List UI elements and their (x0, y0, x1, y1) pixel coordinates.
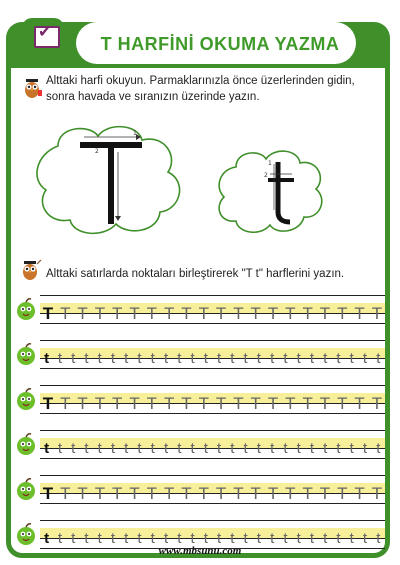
owl-teacher-icon (20, 76, 44, 100)
dotted-letter: t (362, 440, 368, 457)
dotted-letter: T (163, 484, 175, 503)
dotted-letter: t (336, 530, 341, 547)
dotted-letter: t (57, 530, 62, 547)
dotted-letter: t (84, 530, 89, 547)
apple-headphones-icon (14, 477, 38, 501)
dotted-letter: T (60, 394, 71, 413)
dotted-letter: T (354, 394, 365, 413)
dotted-letter: t (270, 530, 275, 547)
dotted-letter: t (110, 530, 116, 547)
dotted-letter: t (71, 350, 76, 367)
dotted-letter: T (371, 304, 383, 323)
dotted-letter: T (337, 304, 348, 323)
model-letter: T (42, 484, 54, 503)
dotted-letter: T (198, 394, 209, 413)
dotted-letter: t (150, 530, 155, 547)
dotted-letter: T (94, 484, 106, 503)
dotted-letter: t (270, 350, 275, 367)
dotted-letter: t (283, 440, 288, 457)
dotted-letter: t (217, 530, 222, 547)
dotted-letter: t (270, 440, 275, 457)
dotted-letter: T (250, 304, 261, 323)
dotted-letter: t (349, 350, 354, 367)
dotted-letter: T (94, 304, 106, 323)
dotted-letter: t (124, 350, 129, 367)
apple-3d-glasses-icon (14, 387, 38, 411)
dotted-letter: t (97, 350, 102, 367)
step-number: 2 (95, 148, 99, 155)
dotted-letter: T (250, 484, 261, 503)
dotted-letter: t (376, 530, 381, 547)
dotted-letter: T (302, 304, 313, 323)
dotted-letter: T (146, 304, 158, 323)
dotted-letter: T (233, 304, 244, 323)
dotted-letter: t (163, 440, 169, 457)
dotted-letter: T (94, 394, 106, 413)
writing-row (40, 475, 385, 505)
model-letter: t (44, 530, 50, 547)
dotted-letter: T (181, 304, 192, 323)
dotted-letter: t (84, 350, 89, 367)
checkbox-check-icon: ✔ (34, 26, 60, 48)
dotted-letter: t (110, 440, 116, 457)
dotted-letter: t (124, 440, 129, 457)
dotted-letter: t (177, 530, 182, 547)
dotted-letter: T (337, 394, 348, 413)
dotted-letter: T (267, 394, 279, 413)
model-letter: T (42, 304, 54, 323)
dotted-letter: t (336, 440, 341, 457)
dotted-letter: T (77, 304, 88, 323)
dotted-letter: t (203, 530, 208, 547)
dotted-letter: T (198, 304, 209, 323)
model-letter: t (44, 350, 50, 367)
dotted-letter: T (371, 484, 383, 503)
glyph-sequence (40, 295, 385, 325)
dotted-letter: T (215, 304, 227, 323)
dotted-letter: T (60, 304, 71, 323)
dotted-letter: T (146, 484, 158, 503)
dotted-letter: t (362, 350, 368, 367)
dotted-letter: T (112, 304, 123, 323)
dotted-letter: t (256, 530, 261, 547)
dotted-letter: T (60, 484, 71, 503)
dotted-letter: T (285, 484, 296, 503)
glyph-sequence (40, 385, 385, 415)
dotted-letter: t (309, 530, 315, 547)
dotted-letter: t (283, 530, 288, 547)
page-title: T HARFİNİ OKUMA YAZMA (100, 34, 340, 54)
step-number: 2 (264, 172, 268, 179)
dotted-letter: T (112, 394, 123, 413)
dotted-letter: t (309, 440, 315, 457)
owl-teacher-icon (18, 258, 42, 282)
dotted-letter: t (309, 350, 315, 367)
step-number: 1 (133, 130, 137, 137)
dotted-letter: T (319, 304, 331, 323)
dotted-letter: t (137, 530, 142, 547)
dotted-letter: t (137, 440, 142, 457)
dotted-letter: t (243, 440, 248, 457)
dotted-letter: t (190, 530, 195, 547)
dotted-letter: T (129, 484, 140, 503)
dotted-letter: t (256, 350, 261, 367)
dotted-letter: t (230, 440, 235, 457)
footer-website: www.mbsunu.com (158, 545, 242, 557)
dotted-letter: T (250, 394, 261, 413)
dotted-letter: t (57, 350, 62, 367)
dotted-letter: t (256, 440, 261, 457)
step-number: 1 (268, 160, 272, 167)
dotted-letter: t (230, 530, 235, 547)
dotted-letter: T (354, 484, 365, 503)
dotted-letter: t (376, 440, 381, 457)
dotted-letter: t (124, 530, 129, 547)
writing-row (40, 430, 385, 460)
letter-T-tracing (78, 130, 148, 230)
dotted-letter: t (296, 350, 301, 367)
dotted-letter: t (203, 440, 208, 457)
dotted-letter: T (215, 484, 227, 503)
dotted-letter: t (283, 350, 288, 367)
dotted-letter: t (323, 530, 328, 547)
dotted-letter: t (336, 350, 341, 367)
dotted-letter: T (77, 484, 88, 503)
dotted-letter: t (110, 350, 116, 367)
apple-sunglasses-icon (14, 342, 38, 366)
instruction-second: Alttaki satırlarda noktaları birleştirerek "T t" harflerini yazın. (46, 268, 345, 280)
dotted-letter: T (181, 394, 192, 413)
dotted-letter: t (243, 530, 248, 547)
dotted-letter: t (137, 350, 142, 367)
dotted-letter: t (150, 440, 155, 457)
dotted-letter: T (302, 394, 313, 413)
dotted-letter: T (198, 484, 209, 503)
dotted-letter: T (319, 394, 331, 413)
instruction-first: Alttaki harfi okuyun. Parmaklarınızla önce üzerlerinden gidin, sonra havada ve sıranızın üzerinde yazın. (46, 75, 355, 103)
dotted-letter: t (97, 530, 102, 547)
dotted-letter: T (267, 484, 279, 503)
dotted-letter: t (163, 350, 169, 367)
dotted-letter: t (217, 440, 222, 457)
dotted-letter: t (57, 440, 62, 457)
dotted-letter: t (190, 440, 195, 457)
dotted-letter: t (177, 350, 182, 367)
dotted-letter: t (349, 440, 354, 457)
glyph-sequence (40, 475, 385, 505)
dotted-letter: t (190, 350, 195, 367)
dotted-letter: T (285, 394, 296, 413)
apple-icon (14, 432, 38, 456)
dotted-letter: t (349, 530, 354, 547)
dotted-letter: t (230, 350, 235, 367)
dotted-letter: T (146, 394, 158, 413)
apple-glasses-icon (14, 297, 38, 321)
dotted-letter: t (203, 350, 208, 367)
model-letter: t (44, 440, 50, 457)
writing-row (40, 385, 385, 415)
dotted-letter: T (371, 394, 383, 413)
dotted-letter: t (84, 440, 89, 457)
dotted-letter: t (97, 440, 102, 457)
apple-icon (14, 522, 38, 546)
dotted-letter: T (233, 484, 244, 503)
dotted-letter: t (323, 440, 328, 457)
dotted-letter: t (150, 350, 155, 367)
letter-t-tracing (264, 158, 304, 228)
dotted-letter: t (177, 440, 182, 457)
dotted-letter: T (319, 484, 331, 503)
dotted-letter: t (71, 440, 76, 457)
dotted-letter: T (215, 394, 227, 413)
dotted-letter: T (129, 304, 140, 323)
dotted-letter: T (302, 484, 313, 503)
dotted-letter: t (243, 350, 248, 367)
dotted-letter: T (354, 304, 365, 323)
writing-row (40, 295, 385, 325)
dotted-letter: t (323, 350, 328, 367)
dotted-letter: t (217, 350, 222, 367)
dotted-letter: t (163, 530, 169, 547)
dotted-letter: t (362, 530, 368, 547)
dotted-letter: T (129, 394, 140, 413)
glyph-sequence (40, 430, 385, 460)
writing-row (40, 340, 385, 370)
dotted-letter: T (267, 304, 279, 323)
dotted-letter: t (296, 530, 301, 547)
dotted-letter: T (77, 394, 88, 413)
dotted-letter: t (71, 530, 76, 547)
dotted-letter: T (181, 484, 192, 503)
model-letter: T (42, 394, 54, 413)
dotted-letter: T (285, 304, 296, 323)
dotted-letter: T (337, 484, 348, 503)
dotted-letter: T (233, 394, 244, 413)
dotted-letter: T (163, 394, 175, 413)
dotted-letter: t (376, 350, 381, 367)
dotted-letter: T (112, 484, 123, 503)
dotted-letter: T (163, 304, 175, 323)
glyph-sequence (40, 340, 385, 370)
dotted-letter: t (296, 440, 301, 457)
